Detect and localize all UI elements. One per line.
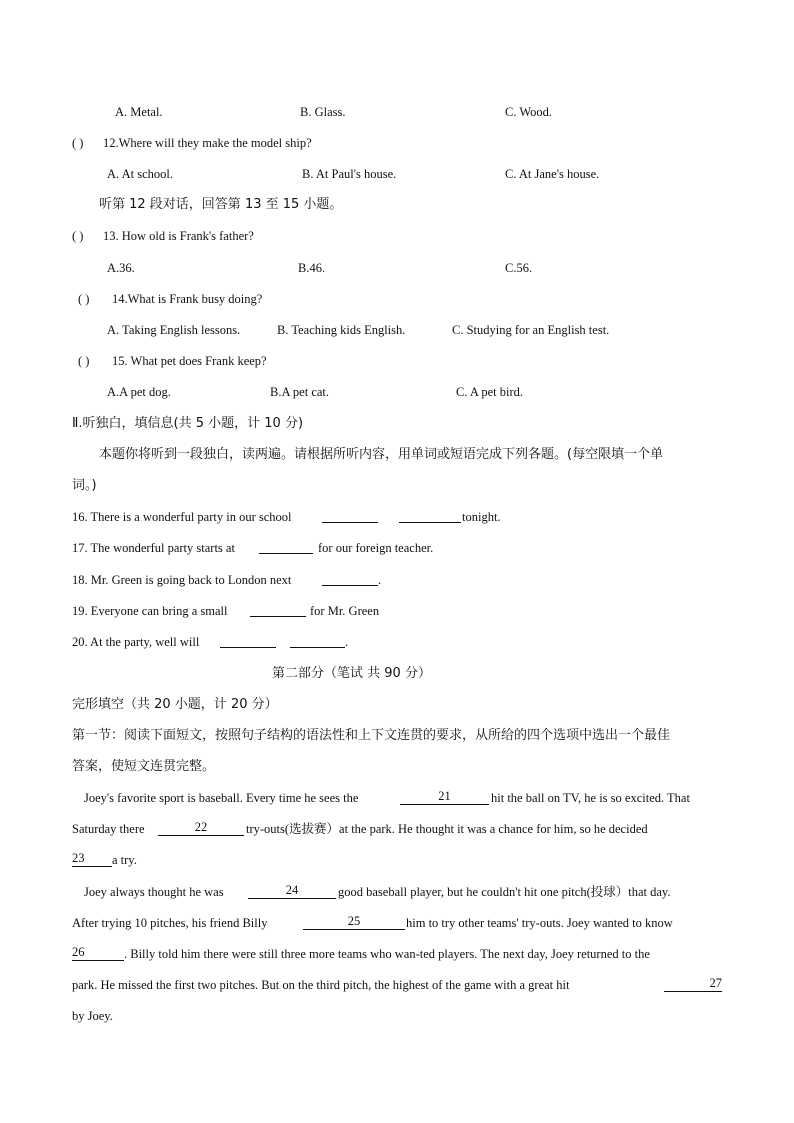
cloze-blank-25[interactable]: 25 (303, 914, 405, 930)
cloze-blank-26[interactable]: 26 (72, 945, 124, 961)
cloze-blank-27[interactable]: 27 (664, 976, 722, 992)
cloze-p1-line2-b: try-outs(选拔赛）at the park. He thought it was a chance for him, so he decided (246, 822, 648, 836)
cloze-p1-line3-b: a try. (112, 853, 137, 867)
section2-instruction-line2: 词。) (72, 478, 97, 493)
cloze-p2-line3-b: . Billy told him there were still three more teams who wan-ted players. The next day, Joey returned to the (124, 947, 650, 961)
q13-option-c: C.56. (505, 261, 533, 275)
q15-option-b: B.A pet cat. (270, 385, 330, 399)
q11-option-c: C. Wood. (505, 105, 553, 119)
cloze-blank-23[interactable]: 23 (72, 851, 112, 867)
cloze-title: 完形填空（共 20 小题，计 20 分） (72, 697, 278, 712)
q20-text-before: 20. At the party, well will (72, 635, 200, 649)
q20-text-after: . (345, 635, 349, 649)
q11-option-b: B. Glass. (300, 105, 346, 119)
q17-text-after: for our foreign teacher. (318, 541, 434, 555)
q19-text-after: for Mr. Green (310, 604, 380, 618)
q14-stem: 14.What is Frank busy doing? (112, 292, 263, 306)
q12-paren: ( ) (72, 136, 84, 150)
q13-paren: ( ) (72, 229, 84, 243)
cloze-p2-line2-a: After trying 10 pitches, his friend Billy (72, 916, 268, 930)
q17-blank[interactable] (259, 540, 313, 554)
q16-blank-2[interactable] (399, 509, 461, 523)
q15-paren: ( ) (78, 354, 90, 368)
q12-stem: 12.Where will they make the model ship? (103, 136, 312, 150)
cloze-p1-line1-a: Joey's favorite sport is baseball. Every time he sees the (84, 791, 359, 805)
q14-option-b: B. Teaching kids English. (277, 323, 406, 337)
cloze-p1-line2-a: Saturday there (72, 822, 145, 836)
q18-text-before: 18. Mr. Green is going back to London next (72, 573, 292, 587)
q13-stem: 13. How old is Frank's father? (103, 229, 254, 243)
q14-option-c: C. Studying for an English test. (452, 323, 610, 337)
section2-instruction-line1: 本题你将听到一段独白，读两遍。请根据所听内容，用单词或短语完成下列各题。(每空限填一个单 (99, 447, 664, 462)
q14-paren: ( ) (78, 292, 90, 306)
section2-title: Ⅱ.听独白，填信息(共 5 小题，计 10 分) (72, 416, 304, 431)
q14-option-a: A. Taking English lessons. (107, 323, 241, 337)
q16-text-before: 16. There is a wonderful party in our school (72, 510, 292, 524)
cloze-p2-line2-b: him to try other teams' try-outs. Joey wanted to know (406, 916, 673, 930)
q15-option-a: A.A pet dog. (107, 385, 171, 399)
q18-blank[interactable] (322, 572, 378, 586)
dialog12-instruction: 听第 12 段对话，回答第 13 至 15 小题。 (99, 197, 343, 212)
q16-text-after: tonight. (462, 510, 501, 524)
q19-blank[interactable] (250, 603, 306, 617)
q13-option-b: B.46. (298, 261, 326, 275)
q17-text-before: 17. The wonderful party starts at (72, 541, 235, 555)
q11-option-a: A. Metal. (115, 105, 163, 119)
cloze-instruction-line2: 答案，使短文连贯完整。 (72, 759, 216, 774)
q16-blank-1[interactable] (322, 509, 378, 523)
part2-heading: 第二部分（笔试 共 90 分） (272, 666, 431, 681)
cloze-blank-21[interactable]: 21 (400, 789, 489, 805)
q20-blank-2[interactable] (290, 634, 345, 648)
q18-text-after: . (378, 573, 382, 587)
q15-stem: 15. What pet does Frank keep? (112, 354, 267, 368)
cloze-blank-24[interactable]: 24 (248, 883, 336, 899)
q15-option-c: C. A pet bird. (456, 385, 524, 399)
q12-option-a: A. At school. (107, 167, 173, 181)
q13-option-a: A.36. (107, 261, 135, 275)
cloze-p2-line1-a: Joey always thought he was (84, 885, 224, 899)
cloze-p2-line1-b: good baseball player, but he couldn't hit one pitch(投球）that day. (338, 885, 671, 899)
cloze-p1-line1-b: hit the ball on TV, he is so excited. That (491, 791, 690, 805)
cloze-p2-line4-a: park. He missed the first two pitches. But on the third pitch, the highest of the game with a great hit (72, 978, 570, 992)
q19-text-before: 19. Everyone can bring a small (72, 604, 228, 618)
q12-option-c: C. At Jane's house. (505, 167, 600, 181)
cloze-instruction-line1: 第一节：阅读下面短文，按照句子结构的语法性和上下文连贯的要求，从所给的四个选项中选出一个最佳 (72, 728, 671, 743)
cloze-p2-line5: by Joey. (72, 1009, 113, 1023)
q12-option-b: B. At Paul's house. (302, 167, 397, 181)
q20-blank-1[interactable] (220, 634, 276, 648)
cloze-blank-22[interactable]: 22 (158, 820, 244, 836)
